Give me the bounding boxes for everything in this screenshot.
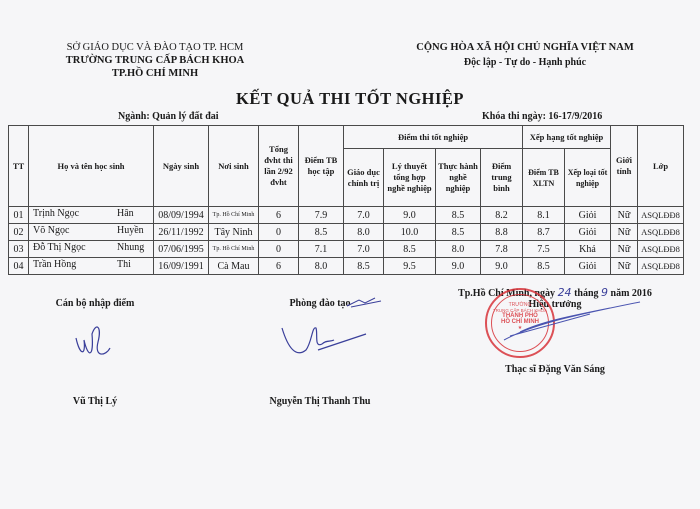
header-politics: Giáo dục chính trị (344, 149, 384, 207)
cell-name (29, 224, 154, 241)
cell-dob: 26/11/1992 (154, 224, 209, 241)
cell-xltn: 8.1 (523, 207, 565, 224)
cell-classification: Giỏi (565, 224, 611, 241)
header-tt: TT (9, 126, 29, 207)
cell-dob: 08/09/1994 (154, 207, 209, 224)
header-practice: Thực hành nghề nghiệp (436, 149, 481, 207)
principal-title: Hiệu trưởng (528, 299, 582, 310)
initials-scribble-icon (345, 296, 385, 308)
cell-xltn: 8.5 (523, 258, 565, 275)
cell-name (29, 258, 154, 275)
cell-gender: Nữ (611, 241, 638, 258)
header-left (20, 41, 290, 80)
cell-xltn: 8.7 (523, 224, 565, 241)
header-classification: Xếp loại tốt nghiệp (565, 149, 611, 207)
cell-last-name: Võ Ngọc (33, 225, 70, 236)
cell-first-name: Hân (117, 208, 134, 219)
cell-politics: 8.0 (344, 224, 384, 241)
cell-politics: 7.0 (344, 207, 384, 224)
stamp-line-3: THÀNH PHỐ (502, 313, 538, 319)
document-title: KẾT QUẢ THI TỐT NGHIỆP (235, 89, 464, 108)
cell-class: ASQLĐĐ8 (638, 224, 684, 241)
table-row (9, 207, 684, 224)
cell-tt: 02 (9, 224, 29, 241)
cell-gender: Nữ (611, 224, 638, 241)
stamp-line-4: HỒ CHÍ MINH (501, 319, 539, 325)
place-prefix: Tp.Hồ Chí Minh, ngày (458, 288, 556, 299)
cell-exam-avg: 8.8 (481, 224, 523, 241)
cell-dob: 16/09/1991 (154, 258, 209, 275)
cell-classification: Giỏi (565, 207, 611, 224)
cell-theory: 9.0 (384, 207, 436, 224)
month-handwritten: 9 (601, 286, 609, 299)
cell-credits: 0 (259, 224, 299, 241)
header-class: Lớp (638, 126, 684, 207)
cell-last-name: Đỗ Thị Ngọc (33, 242, 86, 253)
data-entry-title: Cán bộ nhập điểm (55, 298, 135, 309)
cell-class: ASQLĐĐ8 (638, 258, 684, 275)
cell-practice: 8.5 (436, 224, 481, 241)
cell-last-name: Trần Hồng (33, 259, 77, 270)
school-name: TRƯỜNG TRUNG CẤP BÁCH KHOA (65, 55, 245, 66)
cell-theory: 9.5 (384, 258, 436, 275)
results-table (8, 125, 684, 275)
header-xltn: Điểm TB XLTN (523, 149, 565, 207)
header-birthplace: Nơi sinh (209, 126, 259, 207)
header-dob: Ngày sinh (154, 126, 209, 207)
cell-theory: 8.5 (384, 241, 436, 258)
cell-tt: 04 (9, 258, 29, 275)
signature-data-entry-icon (72, 318, 112, 363)
data-entry-name: Vũ Thị Lý (72, 396, 118, 407)
stamp-line-2: TRUNG CẤP BÁCH KHOA (492, 308, 548, 313)
header-credits: Tổng đvht thi lần 2/92 đvht (259, 126, 299, 207)
cell-name (29, 207, 154, 224)
cell-gender: Nữ (611, 258, 638, 275)
cell-exam-avg: 7.8 (481, 241, 523, 258)
cell-practice: 8.5 (436, 207, 481, 224)
cell-tt: 01 (9, 207, 29, 224)
cell-gender: Nữ (611, 207, 638, 224)
cell-tt: 03 (9, 241, 29, 258)
cell-class: ASQLĐĐ8 (638, 207, 684, 224)
header-exam-group: Điểm thi tốt nghiệp (344, 126, 523, 149)
year-label: năm 2016 (610, 288, 652, 299)
cell-practice: 8.0 (436, 241, 481, 258)
header-right (380, 41, 670, 69)
header-theory: Lý thuyết tổng hợp nghề nghiệp (384, 149, 436, 207)
cell-politics: 8.5 (344, 258, 384, 275)
cell-gpa: 8.0 (299, 258, 344, 275)
cell-first-name: Nhung (117, 242, 145, 253)
header-exam-avg: Điểm trung bình (481, 149, 523, 207)
month-label: tháng (574, 288, 599, 299)
cell-last-name: Trịnh Ngọc (33, 208, 80, 219)
training-office-title: Phòng đào tạo (289, 298, 351, 309)
cell-gpa: 7.9 (299, 207, 344, 224)
nation-name: CỘNG HÒA XÃ HỘI CHỦ NGHĨA VIỆT NAM (416, 42, 634, 53)
cell-birthplace: Cà Mau (209, 258, 259, 275)
exam-date-label: Khóa thi ngày: 16-17/9/2016 (482, 111, 603, 122)
header-rank-group: Xếp hạng tốt nghiệp (523, 126, 611, 149)
stamp-line-1: TRƯỜNG (508, 302, 532, 308)
header-name: Họ và tên học sinh (29, 126, 154, 207)
cell-credits: 6 (259, 207, 299, 224)
cell-xltn: 7.5 (523, 241, 565, 258)
cell-exam-avg: 8.2 (481, 207, 523, 224)
cell-birthplace: Tây Ninh (209, 224, 259, 241)
cell-first-name: Thi (117, 259, 131, 270)
table-row (9, 258, 684, 275)
table-row (9, 241, 684, 258)
cell-birthplace: Tp. Hồ Chí Minh (209, 241, 259, 258)
cell-gpa: 8.5 (299, 224, 344, 241)
cell-dob: 07/06/1995 (154, 241, 209, 258)
signature-training-office-icon (278, 320, 368, 360)
cell-classification: Khá (565, 241, 611, 258)
cell-class: ASQLĐĐ8 (638, 241, 684, 258)
stamp-star-icon: ★ (517, 325, 523, 331)
motto: Độc lập - Tự do - Hạnh phúc (463, 57, 587, 68)
cell-credits: 0 (259, 241, 299, 258)
signature-principal-icon (500, 296, 650, 346)
cell-practice: 9.0 (436, 258, 481, 275)
city-name: TP.HỒ CHÍ MINH (111, 68, 199, 79)
cell-gpa: 7.1 (299, 241, 344, 258)
cell-theory: 10.0 (384, 224, 436, 241)
cell-first-name: Huyền (117, 225, 144, 236)
day-handwritten: 24 (557, 286, 572, 299)
cell-classification: Giỏi (565, 258, 611, 275)
principal-name: Thạc sĩ Đặng Văn Sáng (505, 364, 605, 375)
department-name: SỞ GIÁO DỤC VÀ ĐÀO TẠO TP. HCM (66, 42, 244, 53)
header-gpa: Điểm TB học tập (299, 126, 344, 207)
major-label: Ngành: Quản lý đất đai (118, 111, 219, 122)
cell-politics: 7.0 (344, 241, 384, 258)
cell-name (29, 241, 154, 258)
table-row (9, 224, 684, 241)
training-office-name: Nguyễn Thị Thanh Thu (269, 396, 371, 407)
cell-credits: 6 (259, 258, 299, 275)
cell-exam-avg: 9.0 (481, 258, 523, 275)
cell-birthplace: Tp. Hồ Chí Minh (209, 207, 259, 224)
header-gender: Giới tính (611, 126, 638, 207)
